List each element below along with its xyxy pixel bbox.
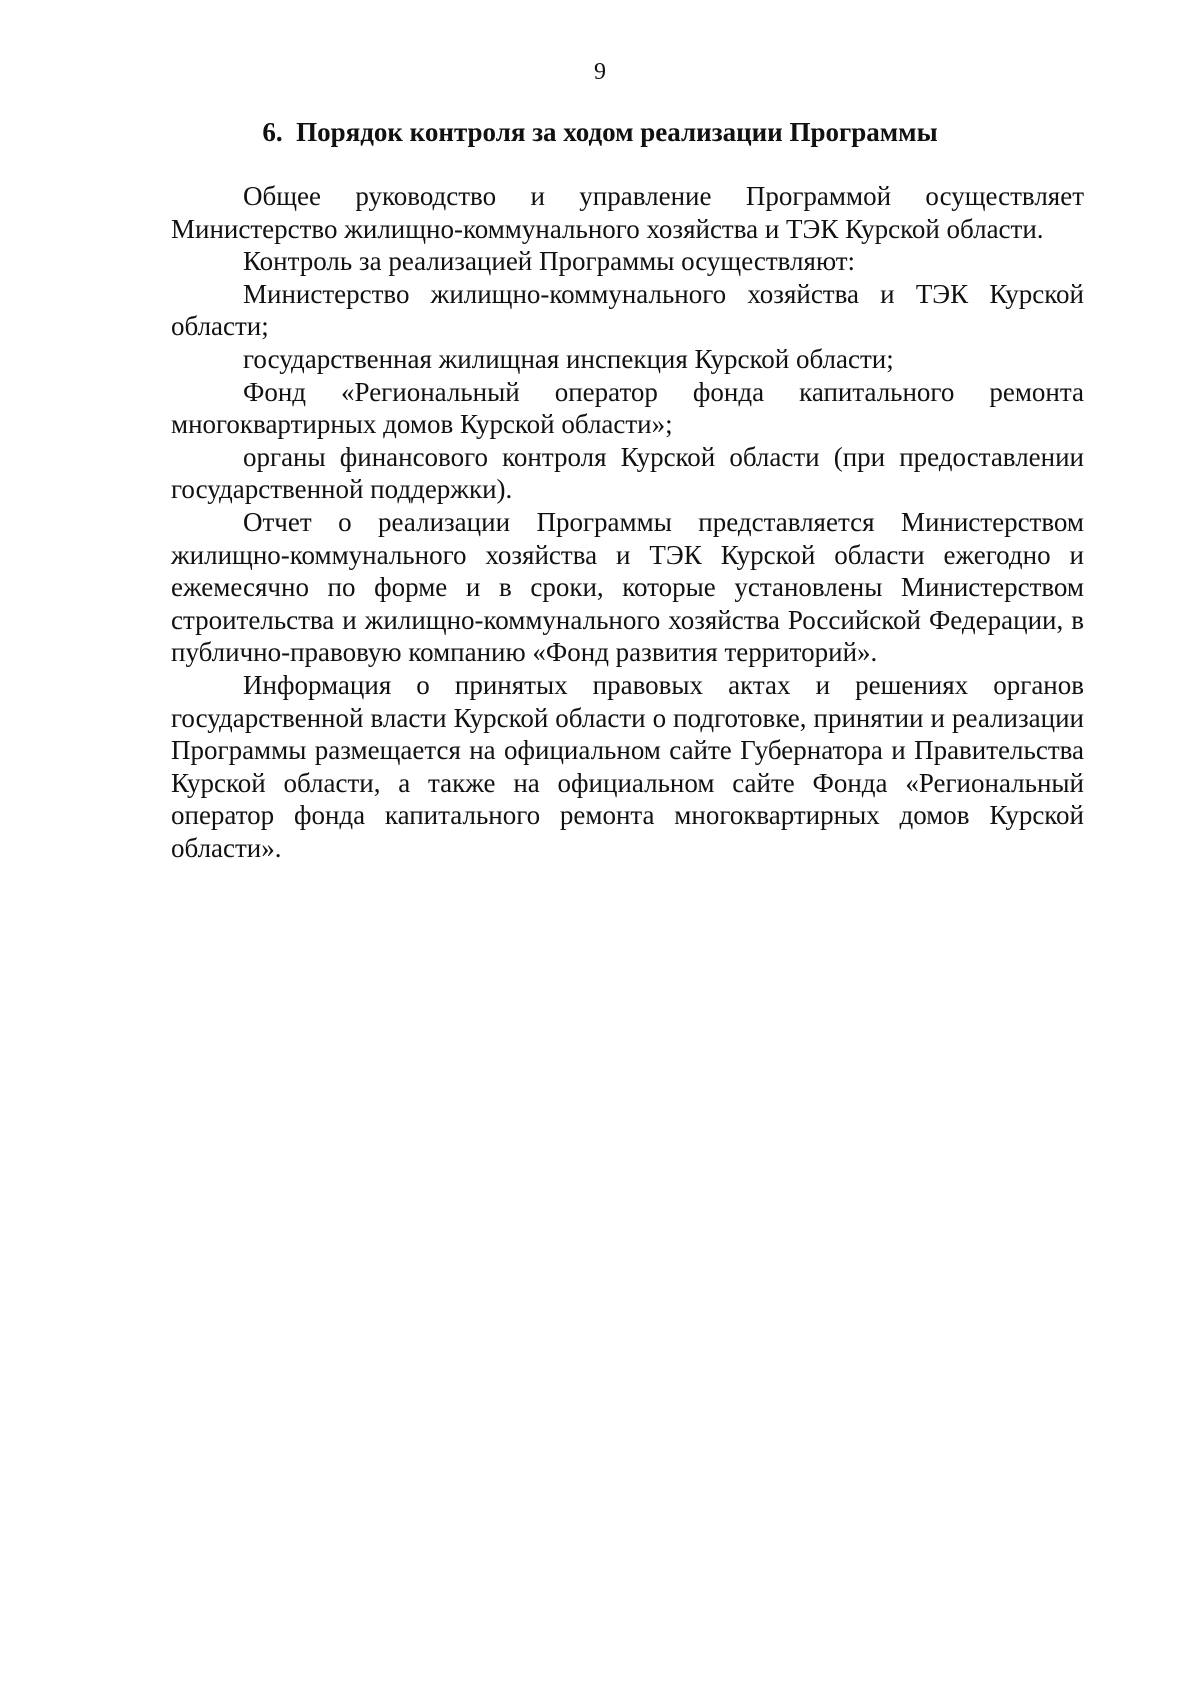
paragraph-control-intro: Контроль за реализацией Программы осуществляют: — [243, 246, 856, 277]
paragraph-ministry: Министерство жилищно-коммунального хозяйства и ТЭК Курской области; — [171, 278, 1084, 342]
paragraph-housing-inspection: государственная жилищная инспекция Курской области; — [243, 343, 894, 374]
paragraph-general-management: Общее руководство и управление Программой осуществляет Министерство жилищно-коммунального хозяйства и ТЭК Курской области. — [171, 181, 1084, 244]
page-number: 9 — [594, 59, 606, 85]
paragraph-report: Отчет о реализации Программы представляется Министерством жилищно-коммунального хозяйства и ТЭК Курской области ежегодно и ежемесячно по форме и в сроки, которые установлены Министерством строительства и жилищно-коммунального хозяйства Российской Федерации, в публично-правовую компанию «Фонд развития территорий». — [171, 506, 1084, 668]
section-heading: 6. Порядок контроля за ходом реализации Программы — [262, 117, 938, 147]
paragraph-information: Информация о принятых правовых актах и решениях органов государственной власти Курской области о подготовке, принятии и реализации Программы размещается на официальном сайте Губернатора и Правительства Курской области, а также на официальном сайте Фонда «Региональный оператор фонда капитального ремонта многоквартирных домов Курской области». — [171, 669, 1084, 863]
paragraph-financial-control: органы финансового контроля Курской области (при предоставлении государственной поддержки). — [171, 441, 1084, 505]
paragraph-regional-operator-fund: Фонд «Региональный оператор фонда капитального ремонта многоквартирных домов Курской области»; — [171, 376, 1084, 440]
body-text — [171, 180, 1084, 864]
